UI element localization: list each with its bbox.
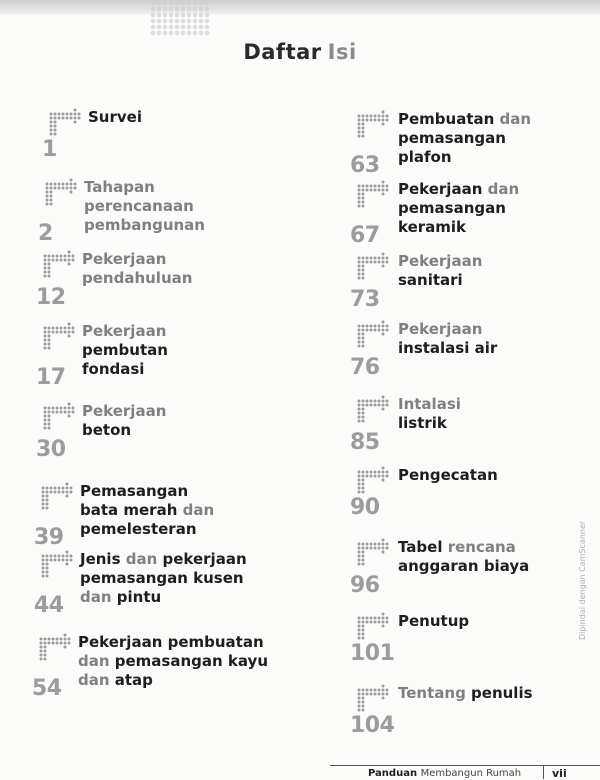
title-segment: Pembuatan: [398, 110, 500, 128]
scanner-watermark: Dipindai dengan CamScanner: [578, 520, 587, 640]
toc-page-number: 101: [350, 641, 395, 666]
toc-entry-title: [398, 684, 533, 703]
title-segment: Intalasi: [398, 395, 461, 413]
toc-page-number: 54: [32, 676, 62, 701]
title-segment: fondasi: [82, 360, 145, 378]
toc-entry-title: [398, 466, 498, 485]
dotted-arrow-icon: [38, 633, 72, 661]
toc-page-number: 96: [350, 573, 380, 598]
decorative-dots: [150, 0, 210, 36]
title-segment: pintu: [111, 588, 162, 606]
title-segment: pemasangan kayu: [109, 652, 269, 670]
title-line: [78, 671, 268, 690]
title-segment: listrik: [398, 414, 447, 432]
title-segment: Pekerjaan: [82, 250, 167, 268]
footer-separator: [543, 766, 544, 779]
title-line: [82, 402, 166, 421]
title-segment: dan: [78, 671, 110, 689]
toc-entry-title: [78, 633, 268, 690]
dotted-arrow-icon: [356, 538, 390, 566]
page-footer: [0, 763, 600, 780]
title-line: [80, 520, 214, 539]
toc-entry-title: [82, 402, 166, 440]
toc-entry-title: [398, 320, 497, 358]
title-line: [80, 482, 214, 501]
title-segment: pemelesteran: [80, 520, 197, 538]
dotted-arrow-icon: [356, 180, 390, 208]
dotted-arrow-icon: [356, 395, 390, 423]
title-segment: pemasangan kusen: [80, 569, 244, 587]
title-segment: Tahapan: [84, 178, 155, 196]
title-segment: Tabel: [398, 538, 448, 556]
title-line: [398, 110, 531, 129]
title-line: [398, 320, 497, 339]
title-segment: rencana: [447, 538, 516, 556]
title-segment: Pekerjaan: [398, 180, 488, 198]
title-line: [82, 421, 166, 440]
dotted-arrow-icon: [356, 320, 390, 348]
title-segment: dan: [80, 588, 112, 606]
title-segment: pemasangan: [398, 199, 506, 217]
dotted-arrow-icon: [356, 466, 390, 494]
title-segment: pemasangan: [398, 129, 506, 147]
title-line: [82, 322, 168, 341]
dotted-arrow-icon: [40, 482, 74, 510]
title-line: [398, 538, 529, 557]
toc-entry-title: [398, 180, 519, 237]
toc-entry-title: [80, 482, 214, 539]
title-segment: pembutan: [82, 341, 168, 359]
toc-entry-title: [398, 252, 482, 290]
title-segment: plafon: [398, 148, 452, 166]
title-segment: dan: [499, 110, 532, 128]
title-segment: instalasi air: [398, 339, 498, 357]
title-line: [398, 395, 461, 414]
title-segment: Pengecatan: [398, 466, 498, 484]
top-border: [0, 0, 600, 14]
toc-page-number: 73: [350, 287, 380, 312]
toc-entry-title: [398, 612, 469, 631]
dotted-arrow-icon: [356, 110, 390, 138]
title-line: [398, 180, 519, 199]
title-line: [398, 612, 469, 631]
toc-page-number: 1: [42, 137, 57, 162]
footer-rule: [330, 765, 600, 766]
title-line: [80, 550, 247, 569]
title-line: [88, 108, 142, 127]
toc-entry-title: [82, 250, 192, 288]
dotted-arrow-icon: [356, 612, 390, 640]
title-segment: Pekerjaan pembuatan: [78, 633, 264, 651]
toc-entry-title: [398, 395, 461, 433]
footer-book-word1: Panduan: [368, 768, 418, 779]
toc-page-number: 39: [34, 525, 64, 550]
title-segment: sanitari: [398, 271, 463, 289]
page-title: [0, 40, 600, 64]
toc-entry-title: [398, 110, 531, 167]
title-segment: Pekerjaan: [82, 402, 167, 420]
title-line: [398, 466, 498, 485]
toc-entry-title: [398, 538, 529, 576]
title-line: [398, 684, 533, 703]
toc-page-number: 17: [36, 365, 66, 390]
title-line: [84, 197, 205, 216]
toc-page-number: 76: [350, 355, 380, 380]
title-segment: Pekerjaan: [398, 320, 483, 338]
title-line: [398, 557, 529, 576]
dotted-arrow-icon: [44, 178, 78, 206]
title-line: [398, 199, 519, 218]
toc-entry-title: [84, 178, 205, 235]
title-segment: Penutup: [398, 612, 470, 630]
title-segment: atap: [109, 671, 153, 689]
toc-entry-title: [80, 550, 247, 607]
title-word-2: Isi: [327, 40, 357, 64]
toc-page-number: 67: [350, 223, 380, 248]
title-segment: dan: [78, 652, 110, 670]
dotted-arrow-icon: [356, 684, 390, 712]
title-line: [82, 250, 192, 269]
title-line: [78, 633, 268, 652]
footer-page-number: vii: [552, 767, 567, 780]
title-line: [398, 414, 461, 433]
toc-page-number: 2: [38, 221, 53, 246]
title-segment: dan: [487, 180, 520, 198]
dotted-arrow-icon: [356, 252, 390, 280]
title-segment: penulis: [471, 684, 533, 702]
title-segment: Pemasangan: [80, 482, 189, 500]
title-line: [398, 252, 482, 271]
title-segment: Pekerjaan: [82, 322, 167, 340]
title-line: [84, 216, 205, 235]
title-line: [82, 341, 168, 360]
toc-page-number: 44: [34, 593, 64, 618]
title-line: [80, 569, 247, 588]
toc-entry-title: [82, 322, 168, 379]
dotted-arrow-icon: [42, 322, 76, 350]
title-line: [82, 269, 192, 288]
dotted-arrow-icon: [40, 550, 74, 578]
toc-page-number: 63: [350, 153, 380, 178]
title-line: [80, 501, 214, 520]
toc-page-number: 104: [350, 713, 395, 738]
title-segment: keramik: [398, 218, 467, 236]
title-segment: beton: [82, 421, 132, 439]
toc-entry-title: [88, 108, 142, 127]
dotted-arrow-icon: [42, 250, 76, 278]
title-segment: anggaran biaya: [398, 557, 530, 575]
dotted-arrow-icon: [42, 402, 76, 430]
title-line: [80, 588, 247, 607]
toc-page-number: 30: [36, 437, 66, 462]
title-segment: bata merah: [80, 501, 183, 519]
title-segment: Survei: [88, 108, 142, 126]
title-word-1: Daftar: [243, 40, 322, 64]
title-line: [78, 652, 268, 671]
title-segment: Jenis: [80, 550, 126, 568]
title-segment: pendahuluan: [82, 269, 193, 287]
title-line: [398, 339, 497, 358]
title-line: [84, 178, 205, 197]
title-line: [82, 360, 168, 379]
footer-book-title: [368, 768, 521, 779]
title-segment: dan: [125, 550, 158, 568]
title-segment: Tentang: [398, 684, 472, 702]
toc-page-number: 90: [350, 495, 380, 520]
toc-page-number: 12: [36, 285, 66, 310]
title-segment: pekerjaan: [157, 550, 247, 568]
title-segment: dan: [182, 501, 215, 519]
dotted-arrow-icon: [48, 108, 82, 136]
title-line: [398, 129, 531, 148]
title-segment: pembangunan: [84, 216, 205, 234]
title-line: [398, 148, 531, 167]
toc-page-number: 85: [350, 430, 380, 455]
title-line: [398, 218, 519, 237]
title-line: [398, 271, 482, 290]
footer-book-rest: Membangun Rumah: [420, 768, 522, 779]
title-segment: Pekerjaan: [398, 252, 483, 270]
title-segment: perencanaan: [84, 197, 194, 215]
